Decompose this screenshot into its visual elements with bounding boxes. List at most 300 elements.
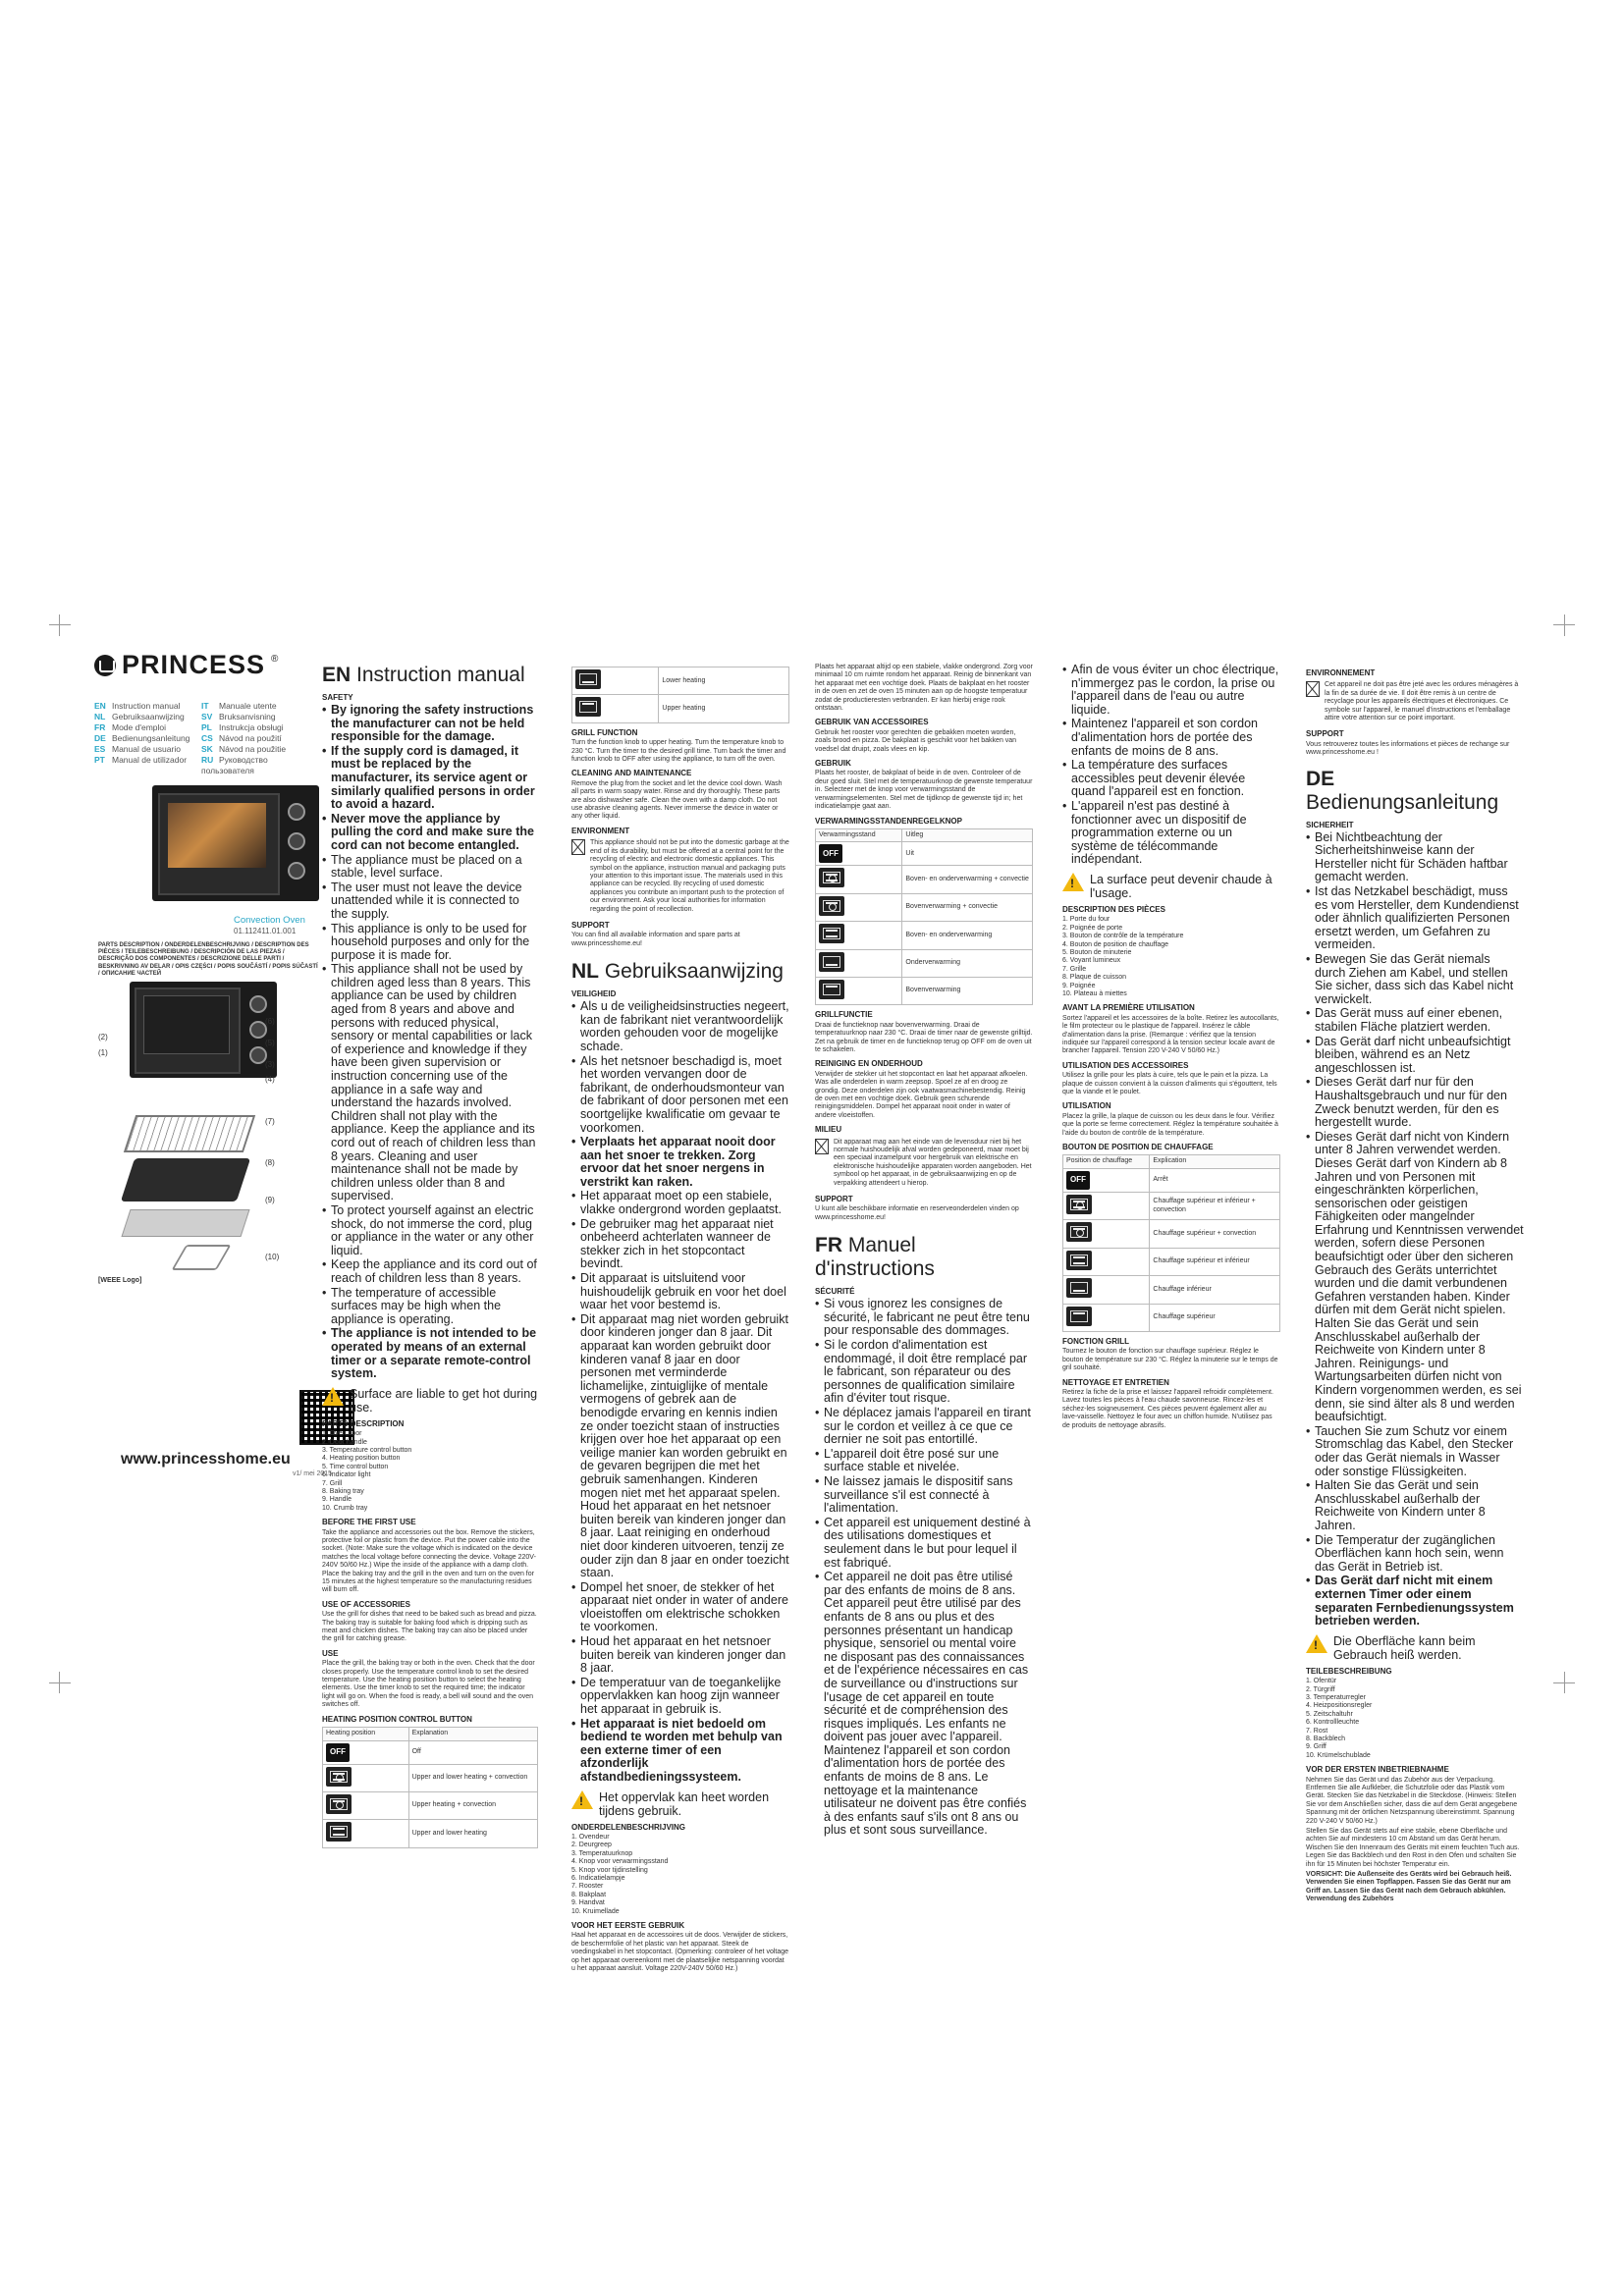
heating-mode-icon	[819, 924, 844, 943]
safety-item: • By ignoring the safety instructions the manufacturer can not be held responsible for the damage.	[322, 704, 538, 744]
safety-list	[815, 1298, 1033, 1838]
product-model: 01.112411.01.001	[234, 927, 297, 935]
safety-item: • The temperature of accessible surfaces may be high when the appliance is operating.	[322, 1287, 538, 1327]
cleaning-heading: CLEANING AND MAINTENANCE	[571, 769, 692, 778]
weee-logo-label: [WEEE Logo]	[98, 1277, 142, 1284]
safety-list-cont	[1062, 664, 1280, 867]
part-item: 4. Bouton de position de chauffage	[1062, 940, 1169, 948]
explanation-cell: Lower heating	[659, 667, 789, 695]
part-item: 7. Rooster	[571, 1883, 604, 1891]
table-row	[323, 1740, 538, 1764]
safety-item: • Dit apparaat is uitsluitend voor huishoudelijk gebruik en voor het doel waar het voor bestemd is.	[571, 1272, 789, 1312]
use-text: Plaats het rooster, de bakplaat of beide in de oven. Controleer of de deur goed sluit. Stel met de temperatuurknop de gewenste temperatuur in. Selecteer met de knop voor verwarmingsstand de verwarmingselementen. Stel met de tijdknop de gewenste tijd in; het indicatielampje gaat aan.	[815, 770, 1033, 811]
table-header: Heating position	[323, 1728, 409, 1740]
oven-window	[168, 803, 266, 868]
explanation-cell: Boven- en onderverwarming + convectie	[902, 866, 1033, 893]
explanation-cell: Onderverwarming	[902, 949, 1033, 977]
table-heading: BOUTON DE POSITION DE CHAUFFAGE	[1062, 1143, 1214, 1152]
safety-item: • Bei Nichtbeachtung der Sicherheitshinweise kann der Hersteller nicht für Schäden haftbar gemacht werden.	[1306, 831, 1524, 884]
safety-heading: SÉCURITÉ	[815, 1287, 855, 1297]
before-heading: AVANT LA PREMIÈRE UTILISATION	[1062, 1003, 1195, 1013]
baking-tray	[121, 1158, 250, 1201]
table-row	[323, 1791, 538, 1819]
safety-item: • Das Gerät muss auf einer ebenen, stabilen Fläche platziert werden.	[1306, 1007, 1524, 1034]
crop-mark	[1564, 614, 1565, 636]
safety-item: • Als u de veiligheidsinstructies negeert, kan de fabrikant niet verantwoordelijk worden gehouden voor de mogelijke schade.	[571, 1000, 789, 1053]
language-item: NL Gebruiksaanwijzing	[94, 712, 185, 721]
knob	[288, 832, 305, 850]
part-item: 9. Handvat	[571, 1899, 605, 1907]
part-item: 1. Ofentür	[1306, 1678, 1337, 1685]
before-heading: BEFORE THE FIRST USE	[322, 1518, 416, 1527]
safety-item: • To protect yourself against an electric shock, do not immerse the cord, plug or appliance in the water or any other liquid.	[322, 1204, 538, 1257]
icon-cell	[816, 949, 902, 977]
handle	[171, 1245, 231, 1270]
explanation-cell: Bovenverwarming + convectie	[902, 893, 1033, 921]
grill-text: Draai de functieknop naar bovenverwarming. Draai de temperatuurknop naar 230 °C. Draai de timer naar de gewenste grilltijd. Zet na gebruik de timer en de functieknop terug op OFF om de oven uit te schakelen.	[815, 1021, 1033, 1053]
safety-item: • Dompel het snoer, de stekker of het apparaat niet onder in water of andere vloeistoffen om elektrische schokken te voorkomen.	[571, 1581, 789, 1634]
explanation-cell: Arrêt	[1150, 1168, 1280, 1192]
callout-number: (4)	[265, 1075, 275, 1084]
icon-cell	[572, 667, 659, 695]
version-date: v1/ mei 2015	[293, 1470, 333, 1477]
heating-mode-icon	[326, 1767, 352, 1787]
part-item: 4. Heizpositionsregler	[1306, 1702, 1373, 1710]
oven-diagram	[130, 982, 277, 1078]
part-item: 7. Grill	[322, 1479, 343, 1487]
heating-position-table	[815, 828, 1033, 1005]
cleaning-heading: NETTOYAGE ET ENTRETIEN	[1062, 1377, 1169, 1387]
safety-item: • Halten Sie das Gerät und sein Anschlusskabel außerhalb der Reichweite von Kindern unter 8 Jahren.	[1306, 1479, 1524, 1532]
table-row	[1063, 1304, 1280, 1331]
registered-mark: ®	[271, 654, 279, 665]
table-row	[1063, 1276, 1280, 1304]
callout-number: (3)	[265, 1060, 275, 1069]
crop-mark	[59, 1672, 60, 1693]
cleaning-text: Verwijder de stekker uit het stopcontact en laat het apparaat afkoelen. Was alle onderdelen in warm zeepsop. Spoel ze af en droog ze grondig. Deze onderdelen zijn ook vaatwasmachinebestendig. Reinig de oven met een vochtige doek. Gebruik geen schurende reinigingsmiddelen. Dompel het apparaat nooit onder in water of andere vloeistoffen.	[815, 1070, 1028, 1119]
parts-heading: TEILEBESCHREIBUNG	[1306, 1666, 1392, 1676]
grill-text: Tournez le bouton de fonction sur chauffage supérieur. Réglez le bouton de température sur 230 °C. Réglez la minuterie sur le temps de gril souhaité.	[1062, 1348, 1278, 1372]
environment-text: Cet appareil ne doit pas être jeté avec les ordures ménagères à la fin de sa durée de vie. Il doit être remis à un centre de recyclage pour les appareils électriques et électroniques. Ce symbole sur l'appareil, le manuel d'instructions et l'emballage attire votre attention sur ce point important.	[1325, 681, 1519, 722]
hot-surface-warning	[322, 1387, 538, 1415]
crop-mark	[49, 1682, 71, 1683]
warning-triangle-icon: !	[1062, 873, 1084, 891]
support-text: You can find all available information and spare parts at www.princesshome.eu!	[571, 932, 740, 947]
use-heading: USE	[322, 1648, 339, 1658]
heating-mode-icon	[1066, 1278, 1092, 1298]
table-row	[323, 1764, 538, 1791]
icon-cell	[816, 893, 902, 921]
title-text: Manuel d'instructions	[815, 1234, 935, 1281]
safety-item: • Never move the appliance by pulling the cord and make sure the cord can not become entangled.	[322, 813, 538, 853]
part-item: 4. Heating position button	[322, 1455, 401, 1463]
support-text: Vous retrouverez toutes les informations et pièces de rechange sur www.princesshome.eu !	[1306, 740, 1510, 757]
closing-text: VORSICHT: Die Außenseite des Geräts wird bei Gebrauch heiß. Verwenden Sie einen Topflappen. Fassen Sie das Gerät nur am Griff an. Lassen Sie das Gerät nach dem Gebrauch abkühlen. Verwendung des Zubehörs	[1306, 1871, 1512, 1903]
language-item: SK Návod na použitie	[201, 744, 287, 754]
part-item: 3. Bouton de contrôle de la température	[1062, 933, 1184, 940]
table-header: Position de chauffage	[1063, 1155, 1150, 1168]
part-item: 6. Indicatielampje	[571, 1875, 625, 1883]
icon-cell	[1063, 1192, 1150, 1219]
language-item: CS Návod na použití	[201, 733, 282, 743]
heating-position-table-cont	[571, 667, 789, 723]
part-item: 2. Türgriff	[1306, 1685, 1335, 1693]
warning-text: Surface are liable to get hot during use.	[350, 1386, 538, 1415]
part-item: 5. Zeitschaltuhr	[1306, 1710, 1353, 1718]
icon-cell	[323, 1820, 409, 1847]
part-item: 10. Crumb tray	[322, 1504, 368, 1512]
table-row	[816, 866, 1033, 893]
safety-item: • Tauchen Sie zum Schutz vor einem Stromschlag das Kabel, den Stecker oder das Gerät niemals in Wasser oder sonstige Flüssigkeiten.	[1306, 1425, 1524, 1478]
heating-mode-icon	[819, 896, 844, 916]
before-text: Sortez l'appareil et les accessoires de la boîte. Retirez les autocollants, le film protecteur ou le plastique de l'appareil. Insérez le câble d'alimentation dans la prise. (Remarque : vérifiez que la tension indiquée sur l'appareil correspond à la tension secteur locale avant de brancher l'appareil. Tension 220 V-240 V 50/60 Hz.)	[1062, 1014, 1279, 1055]
language-item: DE Bedienungsanleitung	[94, 733, 190, 743]
before-text: Haal het apparaat en de accessoires uit de doos. Verwijder de stickers, de beschermfolie of het plastic van het apparaat. Steek de voedingskabel in het stopcontact. (Opmerking: controleer of het voltage op het apparaat overeenkomt met de plaatselijke netspanning voordat u het apparaat aansluit. Voltage 220V-240V 50/60 Hz.)	[571, 1932, 789, 1973]
english-section	[322, 664, 538, 1854]
safety-item: • Das Gerät darf nicht unbeaufsichtigt bleiben, während es an Netz angeschlossen ist.	[1306, 1036, 1524, 1076]
safety-item: • Si le cordon d'alimentation est endommagé, il doit être remplacé par le fabricant, son réparateur ou des personnes de qualification similaire afin d'éviter tout risque.	[815, 1339, 1033, 1406]
part-item: 1. Ovendeur	[571, 1834, 610, 1841]
crown-icon	[94, 655, 116, 676]
support-heading: SUPPORT	[1306, 729, 1344, 739]
accessories-heading: UTILISATION DES ACCESSOIRES	[1062, 1060, 1189, 1070]
language-list	[94, 701, 300, 776]
parts-list	[322, 1430, 538, 1513]
table-row	[572, 695, 789, 722]
safety-item: • La température des surfaces accessibles peut devenir élevée quand l'appareil est en fonction.	[1062, 759, 1280, 799]
environment-heading: ENVIRONNEMENT	[1306, 668, 1376, 677]
part-item: 2. Poignée de porte	[1062, 924, 1123, 932]
heating-mode-icon	[819, 868, 844, 887]
part-item: 3. Temperaturregler	[1306, 1693, 1366, 1701]
explanation-cell: Bovenverwarming	[902, 977, 1033, 1004]
before-text: Take the appliance and accessories out the box. Remove the stickers, protective foil or plastic from the device. Put the power cable into the socket. (Note: Make sure the voltage which is indicated on the device matches the local voltage before connecting the device. Voltage 220V-240V 50/60 Hz.) Wipe the inside of the appliance with a damp cloth. Place the baking tray and the grill in the oven and turn on the oven for 15 minutes at the highest temperature so the manufacturing residues will burn off.	[322, 1528, 536, 1594]
safety-item: • Het apparaat moet op een stabiele, vlakke ondergrond worden geplaatst.	[571, 1190, 789, 1216]
safety-item: • This appliance shall not be used by children aged less than 8 years. This appliance can be used by children aged from 8 years and above and persons with reduced physical, sensory or mental capabilities or lack of experience and knowledge if they have been given supervision or instruction concerning use of the appliance in a safe way and understand the hazards involved. Children shall not play with the appliance. Keep the appliance and its cord out of reach of children less than 8 years. Cleaning and user maintenance shall not be made by children unless older than 8 and supervised.	[322, 963, 538, 1203]
icon-cell	[323, 1764, 409, 1791]
safety-item: • Dieses Gerät darf nur für den Haushaltsgebrauch und nur für den Zweck benutzt werden, für den es hergestellt wurde.	[1306, 1076, 1524, 1129]
de-section	[1306, 664, 1524, 1906]
safety-item: • Cet appareil est uniquement destiné à des utilisations domestiques et seulement dans le but pour lequel il est fabriqué.	[815, 1517, 1033, 1570]
table-header: Uitleg	[902, 828, 1033, 841]
parts-heading: DESCRIPTION DES PIÈCES	[1062, 904, 1165, 914]
callout-number: (2)	[98, 1033, 108, 1041]
part-item: 2. Deurgreep	[571, 1842, 612, 1849]
table-row	[816, 893, 1033, 921]
icon-cell	[816, 866, 902, 893]
part-item: 4. Knop voor verwarmingsstand	[571, 1858, 669, 1866]
accessories-heading: GEBRUIK VAN ACCESSOIRES	[815, 718, 929, 727]
oven-product-image	[152, 785, 319, 901]
cleaning-heading: REINIGING EN ONDERHOUD	[815, 1059, 923, 1069]
nl-cont-text: Plaats het apparaat altijd op een stabiele, vlakke ondergrond. Zorg voor minimaal 10 cm ruimte rondom het apparaat. Reinig de binnenkant van het apparaat met een vochtige doek. Plaats de bakplaat en het rooster in de oven en zet de oven 15 minuten aan op de hoogste temperatuur zodat de productieresten verbranden. Er kan hierbij enige rook ontstaan.	[815, 664, 1033, 713]
part-item: 1. Porte du four	[1062, 916, 1110, 924]
safety-item: • Ist das Netzkabel beschädigt, muss es vom Hersteller, dem Kundendienst oder ähnlich qualifizierten Personen ersetzt werden, um Gefahren zu vermeiden.	[1306, 885, 1524, 952]
part-item: 6. Indicator light	[322, 1471, 371, 1479]
heating-mode-icon	[1066, 1195, 1092, 1214]
language-item: PT Manual de utilizador	[94, 755, 188, 765]
parts-list	[1306, 1678, 1524, 1760]
environment-text: Dit apparaat mag aan het einde van de levensduur niet bij het normale huishoudelijk afval worden gedeponeerd, maar moet bij een speciaal inzamelpunt voor hergebruik van elektrische en elektronische huishoudelijke apparaten worden aangeboden. Het symbool op het apparaat, in de gebruiksaanwijzing en op de verpakking attendeert u hierop.	[834, 1138, 1032, 1187]
explanation-cell: Upper and lower heating + convection	[408, 1764, 537, 1791]
heating-mode-icon	[326, 1822, 352, 1842]
off-icon: OFF	[326, 1743, 350, 1762]
part-item: 7. Grille	[1062, 965, 1087, 973]
part-item: 5. Time control button	[322, 1463, 389, 1470]
brand-logo	[94, 650, 278, 680]
icon-cell	[323, 1740, 409, 1764]
nl-continued-fr-section	[815, 664, 1033, 1839]
crumb-tray	[121, 1209, 249, 1237]
support-heading: SUPPORT	[815, 1195, 853, 1204]
off-icon: OFF	[1066, 1171, 1090, 1190]
explanation-cell: Off	[408, 1740, 537, 1764]
heating-mode-icon	[819, 952, 844, 972]
grill-heading: FONCTION GRILL	[1062, 1336, 1129, 1346]
icon-cell	[1063, 1248, 1150, 1275]
hot-surface-warning	[1062, 873, 1280, 900]
use-text: Place the grill, the baking tray or both in the oven. Check that the door closes properly. Use the temperature control knob to set the desired temperature. Use the heating position button to select the heating elements. Use the timer knob to set the required time; the indicator light will go on. When the food is ready, a bell will sound and the oven switches off.	[322, 1660, 535, 1709]
icon-cell	[572, 695, 659, 722]
knob	[288, 862, 305, 880]
safety-item: • The user must not leave the device unattended while it is connected to the supply.	[322, 881, 538, 922]
before-heading: VOR DER ERSTEN INBETRIEBNAHME	[1306, 1765, 1449, 1775]
safety-item: • Keep the appliance and its cord out of reach of children less than 8 years.	[322, 1258, 538, 1285]
table-row	[1063, 1192, 1280, 1219]
safety-list	[322, 704, 538, 1381]
part-item: 5. Bouton de minuterie	[1062, 948, 1132, 956]
part-item: 8. Plaque de cuisson	[1062, 974, 1126, 982]
heating-mode-icon	[1066, 1251, 1092, 1270]
table-header: Explication	[1150, 1155, 1280, 1168]
language-item: FR Mode d'emploi	[94, 722, 167, 732]
website-url[interactable]: www.princesshome.eu	[121, 1451, 291, 1468]
icon-cell	[1063, 1304, 1150, 1331]
safety-item: • Verplaats het apparaat nooit door aan het snoer te trekken. Zorg ervoor dat het snoer nergens in verstrikt kan raken.	[571, 1136, 789, 1189]
cleaning-text: Remove the plug from the socket and let the device cool down. Wash all parts in warm soapy water. Rinse and dry thoroughly. These parts are also dishwasher safe. Clean the oven with a damp cloth. Do not use abrasive cleaning agents. Never immerse the device in water or any other liquid.	[571, 779, 783, 821]
safety-heading: VEILIGHEID	[571, 989, 617, 999]
section-title	[815, 1234, 1033, 1281]
parts-heading: PARTS DESCRIPTION	[322, 1418, 405, 1428]
safety-list	[571, 1000, 789, 1784]
table-row	[816, 977, 1033, 1004]
en-continued-nl-section	[571, 664, 789, 1976]
explanation-cell: Chauffage inférieur	[1150, 1276, 1280, 1304]
use-heading: GEBRUIK	[815, 759, 851, 769]
language-item: SV Bruksanvisning	[201, 712, 276, 721]
safety-item: • Ne laissez jamais le dispositif sans surveillance s'il est connecté à l'alimentation.	[815, 1475, 1033, 1516]
section-title	[322, 664, 538, 687]
safety-item: • De gebruiker mag het apparaat niet onbeheerd achterlaten wanneer de stekker zich in het stopcontact bevindt.	[571, 1218, 789, 1271]
knob	[249, 995, 267, 1013]
table-row	[816, 949, 1033, 977]
part-item: 7. Rost	[1306, 1727, 1328, 1735]
icon-cell	[816, 842, 902, 866]
lang-code: NL	[571, 960, 599, 984]
safety-item: • The appliance is not intended to be operated by means of an external timer or a separate remote-control system.	[322, 1327, 538, 1380]
part-item: 9. Poignée	[1062, 982, 1096, 989]
language-item: EN Instruction manual	[94, 701, 181, 711]
icon-cell	[816, 922, 902, 949]
safety-item: • Dit apparaat mag niet worden gebruikt door kinderen jonger dan 8 jaar. Dit apparaat kan worden gebruikt door kinderen vanaf 8 jaar en door personen met verminderde lichamelijke, zintuiglijke of mentale vermogens of gebrek aan de benodigde ervaring en kennis indien ze onder toezicht staan of instructies krijgen over hoe het apparaat op een veilige manier kan worden gebruikt en de gevaren begrijpen die met het gebruik samenhangen. Kinderen mogen niet met het apparaat spelen. Houd het apparaat en het netsnoer buiten bereik van kinderen jonger dan 8 jaar. Laat reiniging en onderhoud niet door kinderen uitvoeren, tenzij ze ouder zijn dan 8 jaar en onder toezicht staan.	[571, 1313, 789, 1580]
weee-bin-icon	[815, 1139, 829, 1154]
table-row	[1063, 1220, 1280, 1248]
part-item: 1. Oven door	[322, 1430, 362, 1438]
table-row	[1063, 1168, 1280, 1192]
safety-item: • This appliance is only to be used for household purposes and only for the purpose it is made for.	[322, 923, 538, 963]
title-text: Gebruiksaanwijzing	[604, 960, 784, 984]
crop-mark	[1564, 1672, 1565, 1693]
accessories-text: Gebruik het rooster voor gerechten die gebakken moeten worden, zoals brood en pizza. De bakplaat is geschikt voor het bakken van voedsel dat druipt, zoals vlees en kip.	[815, 728, 1017, 753]
part-item: 9. Handle	[322, 1496, 352, 1504]
explanation-cell: Chauffage supérieur + convection	[1150, 1220, 1280, 1248]
section-title	[571, 960, 789, 984]
table-header: Explanation	[408, 1728, 537, 1740]
grill-heading: GRILL FUNCTION	[571, 727, 638, 737]
before-text: Nehmen Sie das Gerät und das Zubehör aus der Verpackung. Entfernen Sie alle Aufkleber, die Schutzfolie oder das Plastik vom Gerät. Stecken Sie das Netzkabel in die Steckdose. (Hinweis: Stellen Sie vor dem Anschließen sicher, dass die auf dem Gerät angegebene Spannung mit der örtlichen Netzspannung übereinstimmt. Spannung 220 V-240 V 50/60 Hz.)	[1306, 1776, 1518, 1825]
parts-banner: PARTS DESCRIPTION / ONDERDELENBESCHRIJVING / DESCRIPTION DES PIÈCES / TEILEBESCHREIBUNG / DESCRIPCIÓN DE LAS PIEZAS / DESCRIÇÃO DOS COMPONENTES / DESCRIZIONE DELLE PARTI / BESKRIVNING AV DELAR / OPIS CZĘŚCI / POPIS SOUČÁSTÍ / POPIS SÚČASTÍ / ОПИСАНИЕ ЧАСТЕЙ	[98, 942, 318, 977]
safety-item: • Die Temperatur der zugänglichen Oberflächen kann hoch sein, wenn das Gerät in Betrieb ist.	[1306, 1534, 1524, 1575]
heating-mode-icon	[819, 980, 844, 999]
safety-item: • Het apparaat is niet bedoeld om bediend te worden met behulp van een externe timer of een afzonderlijk afstandbedieningssysteem.	[571, 1718, 789, 1785]
part-item: 9. Griff	[1306, 1743, 1326, 1751]
explanation-cell: Uit	[902, 842, 1033, 866]
use-heading: UTILISATION	[1062, 1101, 1111, 1111]
accessories-text: Use the grill for dishes that need to be baked such as bread and pizza. The baking tray is suitable for baking food which is dripping such as meat and chicken dishes. The baking tray can also be placed under the grill for catching grease.	[322, 1611, 537, 1643]
table-heading: VERWARMINGSSTANDENREGELKNOP	[815, 816, 962, 826]
safety-item: • Houd het apparaat en het netsnoer buiten bereik van kinderen jonger dan 8 jaar.	[571, 1635, 789, 1676]
explanation-cell: Upper and lower heating	[408, 1820, 537, 1847]
part-item: 2. Door handle	[322, 1438, 367, 1446]
part-item: 3. Temperatuurknop	[571, 1849, 633, 1857]
lang-code: DE	[1306, 767, 1335, 790]
accessories-text: Utilisez la grille pour les plats à cuire, tels que le pain et la pizza. La plaque de cuisson convient à la cuisson d'aliments qui s'égouttent, tels que la viande et le poulet.	[1062, 1072, 1277, 1096]
fr-continued-section	[1062, 664, 1280, 1432]
safety-item: • Dieses Gerät darf nicht von Kindern unter 8 Jahren verwendet werden. Dieses Gerät darf von Kindern ab 8 Jahren und von Personen mit eingeschränkten körperlichen, sensorischen oder geistigen Fähigkeiten oder mangelnder Erfahrung und Kenntnissen verwendet werden, sofern diese Personen beaufsichtigt oder über den sicheren Gebrauch des Geräts unterrichtet wurden und die damit verbundenen Gefahren verstanden haben. Kinder dürfen mit dem Gerät nicht spielen. Halten Sie das Gerät und sein Anschlusskabel außerhalb der Reichweite von Kindern unter 8 Jahren. Reinigungs- und Wartungsarbeiten dürfen nicht von Kindern vorgenommen werden, es sei denn, sie sind älter als 8 und werden beaufsichtigt.	[1306, 1131, 1524, 1424]
part-item: 10. Krümelschublade	[1306, 1751, 1371, 1759]
warning-triangle-icon: !	[571, 1790, 593, 1809]
safety-item: • Als het netsnoer beschadigd is, moet het worden vervangen door de fabrikant, de onderhoudsmonteur van de fabrikant of door personen met een soortgelijke kwalificatie om gevaar te voorkomen.	[571, 1055, 789, 1136]
safety-heading: SICHERHEIT	[1306, 820, 1354, 829]
explanation-cell: Chauffage supérieur	[1150, 1304, 1280, 1331]
part-item: 8. Backblech	[1306, 1735, 1346, 1742]
table-row	[572, 667, 789, 695]
safety-item: • The appliance must be placed on a stable, level surface.	[322, 854, 538, 881]
callout-number: (7)	[265, 1117, 275, 1126]
heating-mode-icon	[326, 1794, 352, 1814]
grill-text: Turn the function knob to upper heating. Turn the temperature knob to 230 °C. Turn the timer to the desired grill time. Turn back the timer and function knob to OFF after using the appliance, to turn off the oven.	[571, 739, 786, 764]
part-item: 8. Bakplaat	[571, 1891, 607, 1898]
oven-window	[143, 995, 230, 1054]
parts-list	[1062, 916, 1280, 998]
icon-cell	[1063, 1276, 1150, 1304]
language-item: PL Instrukcja obsługi	[201, 722, 284, 732]
explanation-cell: Boven- en onderverwarming	[902, 922, 1033, 949]
parts-heading: ONDERDELENBESCHRIJVING	[571, 1822, 686, 1832]
safety-heading: SAFETY	[322, 693, 353, 702]
grill-heading: GRILLFUNCTIE	[815, 1010, 873, 1020]
heating-mode-icon	[1066, 1307, 1092, 1326]
table-row	[816, 842, 1033, 866]
title-text: Instruction manual	[356, 664, 525, 686]
warning-text: Het oppervlak kan heet worden tijdens gebruik.	[599, 1789, 770, 1818]
part-item: 6. Kontrollleuchte	[1306, 1719, 1360, 1727]
safety-item: • Afin de vous éviter un choc électrique, n'immergez pas le cordon, la prise ou l'appareil dans de l'eau ou autre liquide.	[1062, 664, 1280, 717]
safety-item: • L'appareil n'est pas destiné à fonctionner avec un dispositif de programmation externe ou un système de télécommande indépendant.	[1062, 800, 1280, 867]
lang-code: FR	[815, 1234, 842, 1257]
support-text: U kunt alle beschikbare informatie en reserveonderdelen vinden op www.princesshome.eu!	[815, 1205, 1019, 1221]
heating-position-table	[322, 1727, 538, 1848]
safety-item: • If the supply cord is damaged, it must be replaced by the manufacturer, its service agent or similarly qualified persons in order to avoid a hazard.	[322, 745, 538, 812]
callout-number: (5)	[265, 1039, 275, 1047]
icon-cell	[1063, 1220, 1150, 1248]
heating-mode-icon	[575, 669, 601, 689]
heating-position-table	[1062, 1154, 1280, 1331]
crop-mark	[59, 614, 60, 636]
table-row	[1063, 1248, 1280, 1275]
safety-item: • Maintenez l'appareil et son cordon d'alimentation hors de portée des enfants de moins de 8 ans.	[1062, 718, 1280, 758]
table-row	[323, 1820, 538, 1847]
callout-number: (1)	[98, 1048, 108, 1057]
off-icon: OFF	[819, 844, 842, 863]
use-text: Stellen Sie das Gerät stets auf eine stabile, ebene Oberfläche und achten Sie auf mindestens 10 cm Abstand um das Gerät herum. Wischen Sie den Innenraum des Geräts mit einem feuchten Tuch aus. Legen Sie das Backblech und den Rost in den Ofen und schalten Sie ihn für 15 Minuten bei höchster Temperatur ein.	[1306, 1828, 1520, 1868]
explanation-cell: Chauffage supérieur et inférieur + convection	[1150, 1192, 1280, 1219]
safety-item: • L'appareil doit être posé sur une surface stable et nivelée.	[815, 1448, 1033, 1474]
explanation-cell: Upper heating	[659, 695, 789, 722]
part-item: 3. Temperature control button	[322, 1446, 412, 1454]
brand-name: PRINCESS	[122, 650, 266, 679]
environment-heading: ENVIRONMENT	[571, 826, 630, 835]
table-heading: HEATING POSITION CONTROL BUTTON	[322, 1714, 472, 1724]
safety-item: • Bewegen Sie das Gerät niemals durch Ziehen am Kabel, und stellen Sie sicher, dass sich das Kabel nicht verwickelt.	[1306, 953, 1524, 1006]
title-text: Bedienungsanleitung	[1306, 790, 1499, 814]
grill-rack	[124, 1115, 255, 1152]
weee-bin-icon	[1306, 681, 1320, 697]
callout-number: (10)	[265, 1253, 280, 1261]
part-item: 8. Baking tray	[322, 1487, 364, 1495]
heating-mode-icon	[1066, 1222, 1092, 1242]
language-item: RU Руководство пользователя	[201, 755, 268, 775]
use-text: Placez la grille, la plaque de cuisson ou les deux dans le four. Vérifiez que la porte se ferme correctement. Réglez la température souhaitée à l'aide du bouton de contrôle de la température.	[1062, 1112, 1278, 1137]
heating-mode-icon	[575, 697, 601, 717]
parts-list	[571, 1834, 789, 1916]
warning-triangle-icon: !	[322, 1387, 344, 1406]
weee-bin-icon	[571, 839, 585, 855]
before-heading: VOOR HET EERSTE GEBRUIK	[571, 1921, 685, 1931]
callout-number: (8)	[265, 1158, 275, 1167]
accessories-heading: USE OF ACCESSORIES	[322, 1599, 410, 1609]
environment-heading: MILIEU	[815, 1125, 842, 1135]
explanation-cell: Chauffage supérieur et inférieur	[1150, 1248, 1280, 1275]
icon-cell	[323, 1791, 409, 1819]
hot-surface-warning	[1306, 1634, 1524, 1662]
icon-cell	[816, 977, 902, 1004]
safety-item: • De temperatuur van de toegankelijke oppervlakken kan hoog zijn wanneer het apparaat in gebruik is.	[571, 1677, 789, 1717]
support-heading: SUPPORT	[571, 920, 610, 930]
knob	[288, 803, 305, 821]
icon-cell	[1063, 1168, 1150, 1192]
callout-number: (9)	[265, 1196, 275, 1204]
warning-text: Die Oberfläche kann beim Gebrauch heiß werden.	[1333, 1633, 1476, 1662]
part-item: 6. Voyant lumineux	[1062, 957, 1121, 965]
safety-list	[1306, 831, 1524, 1629]
table-row	[816, 922, 1033, 949]
part-item: 5. Knop voor tijdinstelling	[571, 1866, 648, 1874]
section-title	[1306, 768, 1524, 815]
part-item: 10. Kruimellade	[571, 1907, 620, 1915]
safety-item: • Das Gerät darf nicht mit einem externen Timer oder einem separaten Fernbedienungssystem betrieben werden.	[1306, 1575, 1524, 1628]
product-name: Convection Oven	[234, 915, 305, 926]
